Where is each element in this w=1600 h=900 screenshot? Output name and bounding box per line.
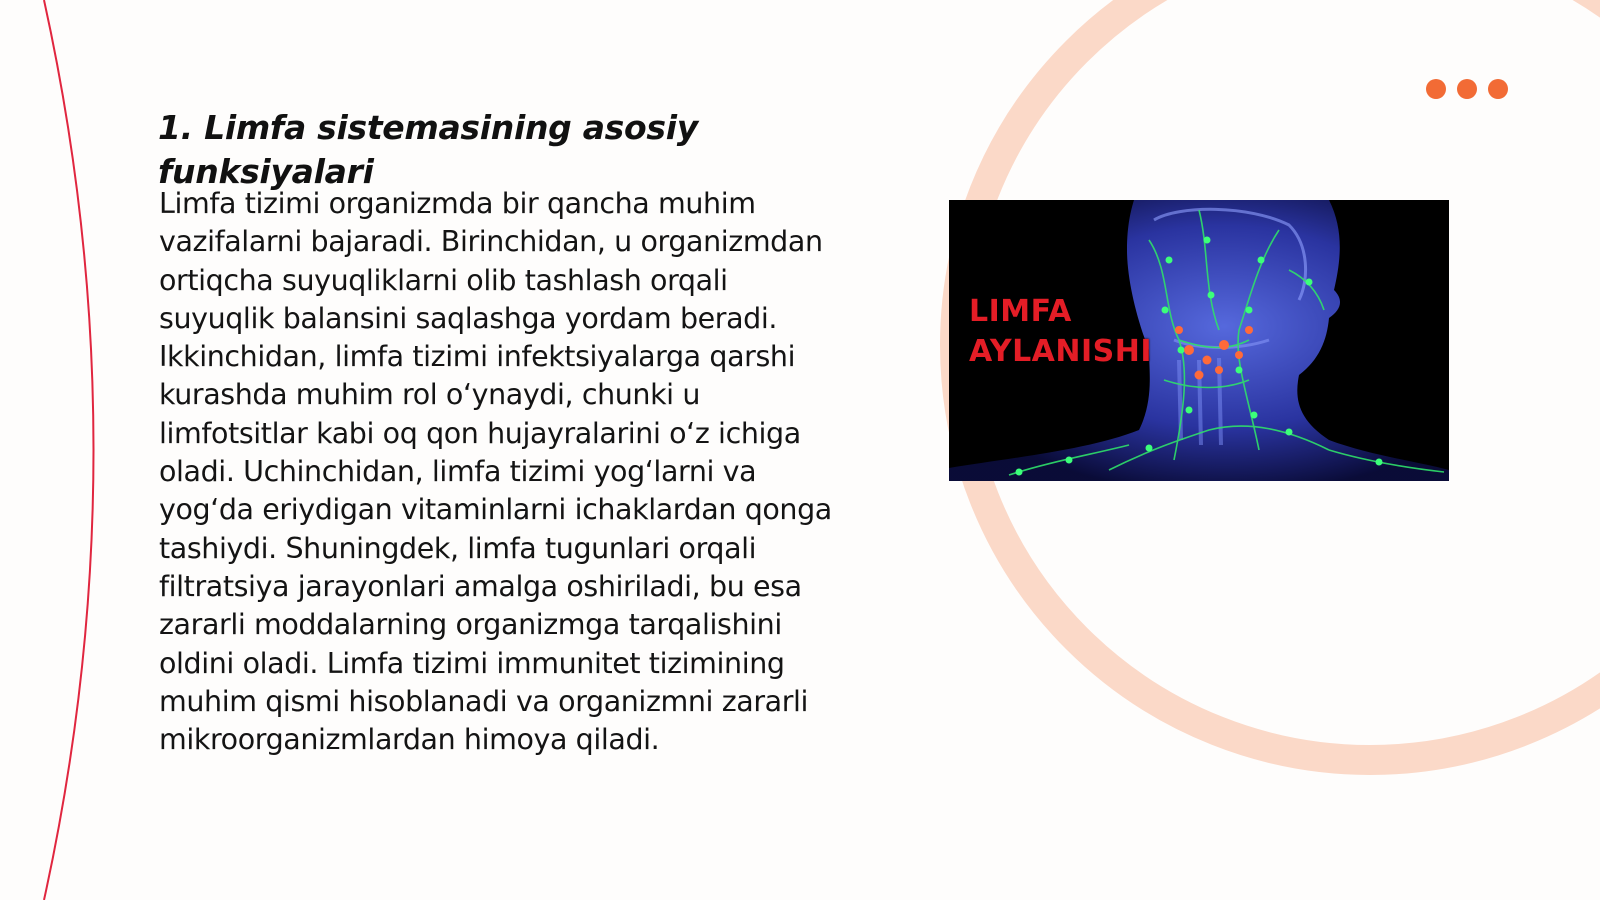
more-dots-icon [1426,79,1508,99]
dot-1 [1426,79,1446,99]
slide-body-text: Limfa tizimi organizmda bir qancha muhim vazifalarni bajaradi. Birinchidan, u organizmdan ortiqcha suyuqliklarni olib tashlash orqali suyuqlik balansini saqlashga yordam beradi. Ikkinchidan, limfa tizimi infektsiyalarga qarshi kurashda muhim rol o‘ynaydi, chunki u limfotsitlar kabi oq qon hujayralarini o‘z ichiga oladi. Uchinchidan, limfa tizimi yog‘larni va yog‘da eriydigan vitaminlarni ichaklardan qonga tashiydi. Shuningdek, limfa tugunlari orqali filtratsiya jarayonlari amalga oshiriladi, bu esa zararli moddalarning organizmga tarqalishini oldini oladi. Limfa tizimi immunitet tizimining muhim qismi hisoblanadi va organizmni zararli mikroorganizmlardan himoya qiladi. [159,187,832,757]
left-curve-line [44,0,94,900]
figure-label-line-2: AYLANISHI [969,334,1153,369]
figure-caption-text [969,292,1152,372]
figure-label-line-1: LIMFA [969,294,1072,329]
lymph-illustration [949,200,1449,481]
slide-title: 1. Limfa sistemasining asosiy funksiyalari [158,108,698,191]
dot-3 [1488,79,1508,99]
dot-2 [1457,79,1477,99]
